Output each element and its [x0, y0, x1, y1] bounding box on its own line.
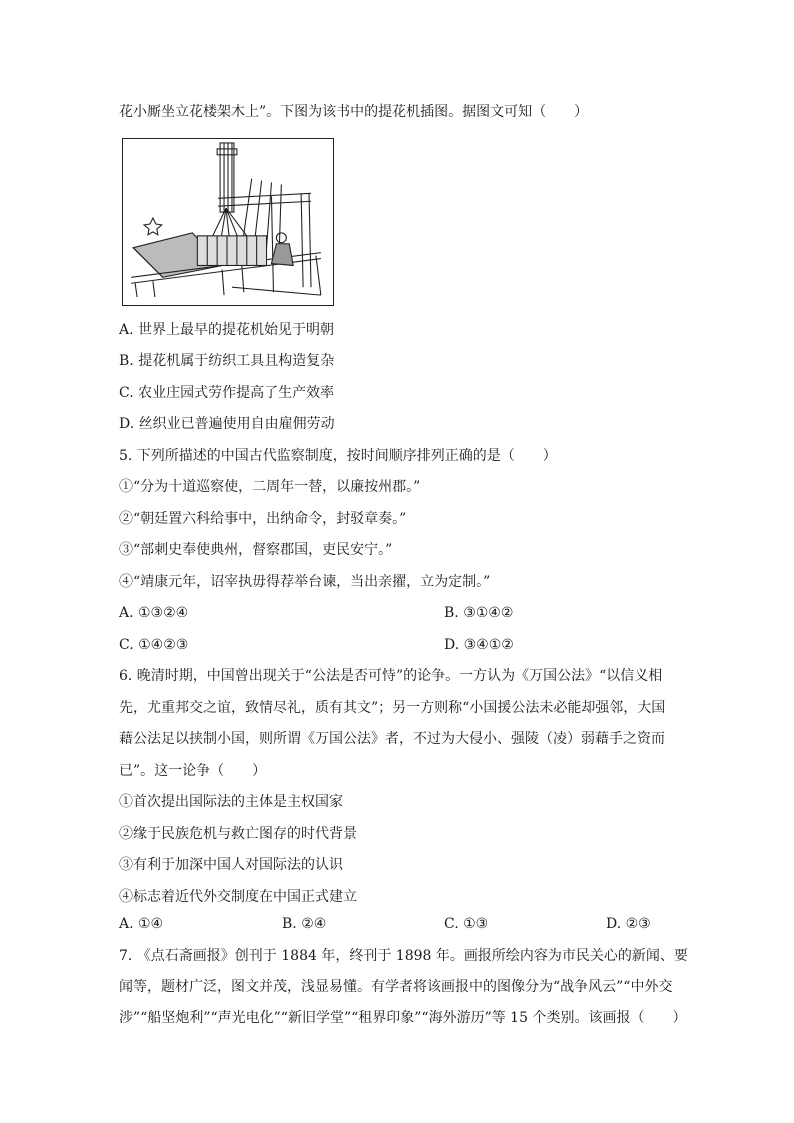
q6-option-d: D. ②③	[606, 916, 651, 932]
q6-item-1: ①首次提出国际法的主体是主权国家	[119, 794, 343, 810]
q6-item-2: ②缘于民族危机与救亡图存的时代背景	[119, 826, 357, 842]
q4-option-d: D. 丝织业已普遍使用自由雇佣劳动	[119, 416, 335, 432]
q6-option-c: C. ①③	[444, 916, 489, 932]
q7-stem-line-2: 闻等，题材广泛，图文并茂，浅显易懂。有学者将该画报中的图像分为“战争风云”“中外交	[119, 979, 673, 995]
q6-stem-line-2: 先，尤重邦交之谊，致情尽礼，质有其文”；另一方则称“小国援公法未必能却强邻，大国	[119, 700, 666, 716]
q6-stem-line-1: 6. 晚清时期，中国曾出现关于“公法是否可恃”的论争。一方认为《万国公法》“以信义相	[119, 668, 663, 684]
q6-item-3: ③有利于加深中国人对国际法的认识	[119, 857, 343, 873]
q5-item-3: ③“部刺史奉使典州，督察郡国，吏民安宁。”	[119, 542, 393, 558]
q6-item-4: ④标志着近代外交制度在中国正式建立	[119, 889, 357, 905]
q6-stem-line-3: 藉公法足以挟制小国，则所谓《万国公法》者，不过为大侵小、强陵（凌）弱藉手之资而	[119, 731, 665, 747]
q5-option-a: A. ①③②④	[119, 605, 189, 621]
q5-stem: 5. 下列所描述的中国古代监察制度，按时间顺序排列正确的是（ ）	[119, 448, 557, 464]
q5-item-4: ④“靖康元年，诏宰执毋得荐举台谏，当出亲擢，立为定制。”	[119, 574, 491, 590]
q7-stem-line-1: 7. 《点石斋画报》创刊于 1884 年，终刊于 1898 年。画报所绘内容为市民关心的新闻、要	[119, 948, 688, 964]
q5-option-d: D. ③④①②	[444, 637, 514, 653]
q5-item-2: ②“朝廷置六科给事中，出纳命令，封驳章奏。”	[119, 511, 407, 527]
q4-option-c: C. 农业庄园式劳作提高了生产效率	[119, 385, 335, 401]
q5-option-c: C. ①④②③	[119, 637, 189, 653]
loom-drawing	[123, 139, 333, 305]
q5-option-b: B. ③①④②	[444, 605, 514, 621]
jacquard-loom-illustration	[122, 138, 334, 306]
q4-stem-tail: 花小厮坐立花楼架木上”。下图为该书中的提花机插图。据图文可知（ ）	[119, 104, 589, 120]
q6-option-b: B. ②④	[282, 916, 327, 932]
q5-item-1: ①“分为十道巡察使，二周年一替，以廉按州郡。”	[119, 479, 421, 495]
q6-stem-line-4: 已”。这一论争（ ）	[119, 763, 267, 779]
q4-option-a: A. 世界上最早的提花机始见于明朝	[119, 322, 335, 338]
q7-stem-line-3: 涉”“船坚炮利”“声光电化”“新旧学堂”“租界印象”“海外游历”等 15 个类别。该画报（ ）	[119, 1010, 687, 1026]
q6-option-a: A. ①④	[119, 916, 164, 932]
q4-option-b: B. 提花机属于纺织工具且构造复杂	[119, 353, 335, 369]
